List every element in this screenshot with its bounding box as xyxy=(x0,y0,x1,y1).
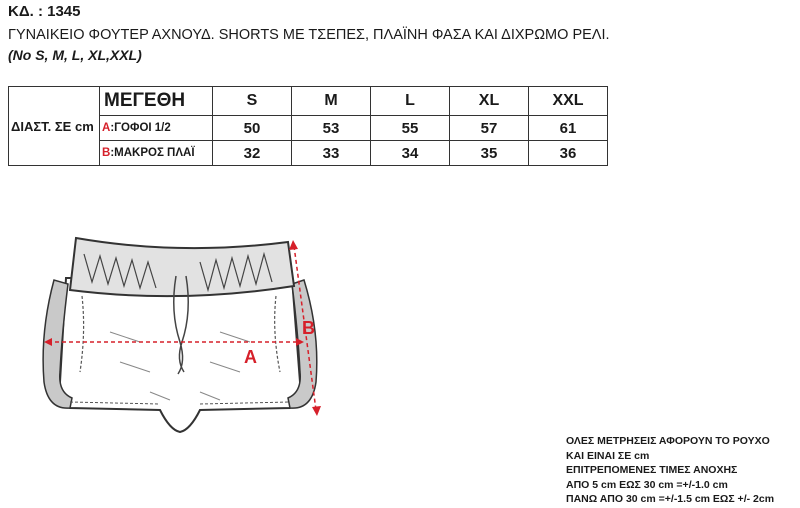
measurement-label xyxy=(100,141,213,166)
size-header: XXL xyxy=(529,87,608,116)
measurement-letter: B xyxy=(102,147,111,159)
dimensions-label: ΔΙΑΣΤ. ΣΕ cm xyxy=(9,87,100,166)
product-description: ΓΥΝΑΙΚΕΙΟ ΦΟΥΤΕΡ ΑΧΝΟΥΔ. SHORTS ΜΕ ΤΣΕΠΕΣ, ΠΛΑΪΝΗ ΦΑΣΑ ΚΑΙ ΔΙΧΡΩΜΟ ΡΕΛΙ. xyxy=(8,27,610,43)
note-line: ΑΠΟ 5 cm ΕΩΣ 30 cm =+/-1.0 cm xyxy=(566,478,728,491)
measurement-label xyxy=(100,116,213,141)
size-table xyxy=(8,86,608,166)
table-cell: 33 xyxy=(292,141,371,166)
size-header: L xyxy=(371,87,450,116)
size-header: XL xyxy=(450,87,529,116)
product-code: ΚΔ. : 1345 xyxy=(8,3,81,20)
note-line: ΠΑΝΩ ΑΠΟ 30 cm =+/-1.5 cm ΕΩΣ +/- 2cm xyxy=(566,493,775,505)
measurement-name: :ΓΟΦΟΙ 1/2 xyxy=(110,122,171,134)
table-cell: 50 xyxy=(213,116,292,141)
measurement-b-arrow-top xyxy=(289,240,298,250)
measurement-a-label: A xyxy=(244,347,257,367)
note-line: ΚΑΙ ΕΙΝΑΙ ΣΕ cm xyxy=(566,449,650,462)
table-cell: 32 xyxy=(213,141,292,166)
table-cell: 34 xyxy=(371,141,450,166)
note-line: ΕΠΙΤΡΕΠΟΜΕΝΕΣ ΤΙΜΕΣ ΑΝΟΧΗΣ xyxy=(566,464,738,476)
table-cell: 35 xyxy=(450,141,529,166)
measurement-b-arrow-bottom xyxy=(312,406,321,416)
measurement-b-label: B xyxy=(302,318,315,338)
available-sizes-note: (No S, M, L, XL,XXL) xyxy=(8,47,142,63)
table-cell: 57 xyxy=(450,116,529,141)
table-cell: 55 xyxy=(371,116,450,141)
table-cell: 36 xyxy=(529,141,608,166)
measurement-letter: A xyxy=(102,122,111,134)
measurement-name: :ΜΑΚΡΟΣ ΠΛΑΪ xyxy=(110,147,195,159)
size-header: S xyxy=(213,87,292,116)
sizes-label: ΜΕΓΕΘΗ xyxy=(100,87,213,116)
table-cell: 61 xyxy=(529,116,608,141)
table-header-row xyxy=(9,87,608,116)
table-cell: 53 xyxy=(292,116,371,141)
note-line: ΟΛΕΣ ΜΕΤΡΗΣΕΙΣ ΑΦΟΡΟΥΝ ΤΟ ΡΟΥΧΟ xyxy=(566,435,770,447)
size-header: M xyxy=(292,87,371,116)
measurement-notes xyxy=(566,434,774,507)
shorts-technical-drawing xyxy=(30,232,330,442)
